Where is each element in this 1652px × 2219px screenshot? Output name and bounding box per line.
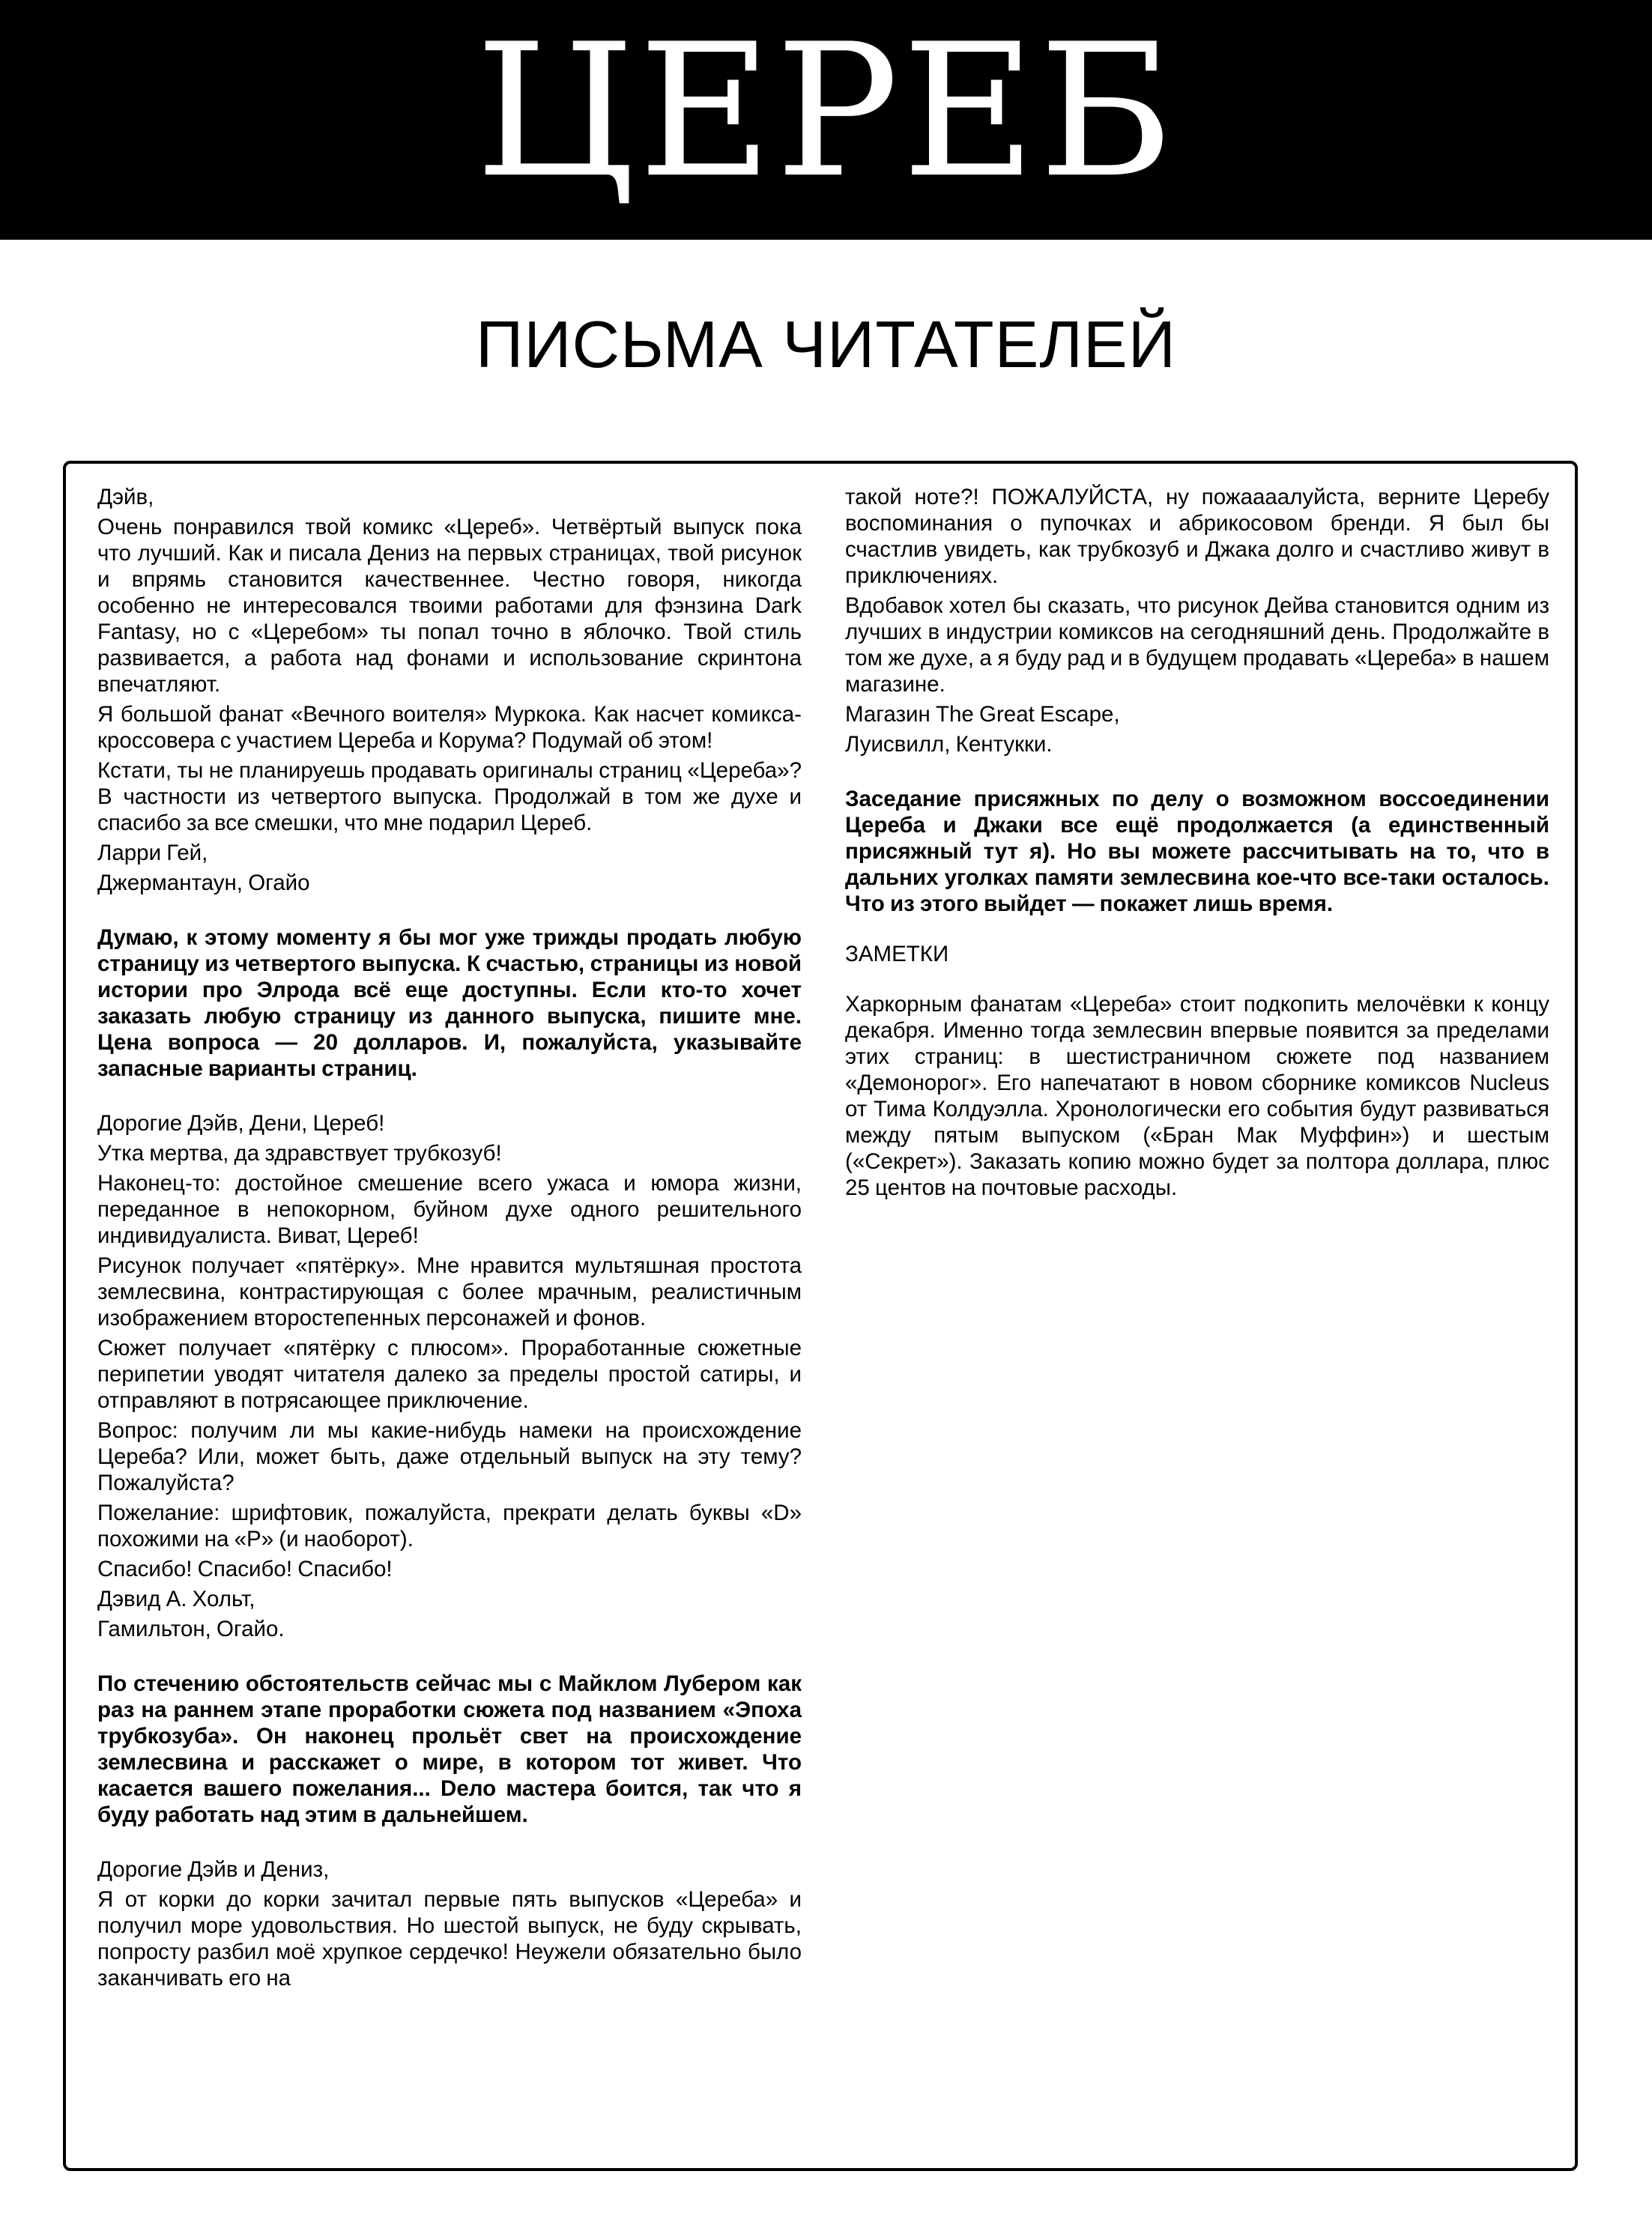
letter-3-paragraph: такой ноте?! ПОЖАЛУЙСТА, ну пожаааалуйста, верните Церебу воспоминания о пупочках и абрикосовом бренди. Я был бы счастлив увидеть, как трубкозуб и Джака долго и счастливо живут в приключениях.: [845, 485, 1549, 588]
letter-3-response: Заседание присяжных по делу о возможном воссоединении Цереба и Джаки все ещё продолжается (а единственный присяжный тут я). Но вы можете рассчитывать на то, что в дальних уголках памяти землесвина кое-что все-таки осталось. Что из этого выйдет — покажет лишь время.: [845, 787, 1549, 916]
letter-1-signature: Ларри Гей,: [97, 841, 208, 865]
letter-2-paragraph: Спасибо! Спасибо! Спасибо!: [97, 1557, 393, 1581]
letter-1-response: Думаю, к этому моменту я бы мог уже трижды продать любую страницу из четвертого выпуска. К счастью, страницы из новой истории про Элрода всё еще доступны. Если кто-то хочет заказать любую страницу из данного выпуска, пишите мне. Цена вопроса — 20 долларов. И, пожалуйста, указывайте запасные варианты страниц.: [97, 925, 802, 1081]
letter-2-paragraph: Рисунок получает «пятёрку». Мне нравится мультяшная простота землесвина, контрастирующая с более мрачным, реалистичным изображением второстепенных персонажей и фонов.: [97, 1253, 802, 1331]
letter-2-location: Гамильтон, Огайо.: [97, 1617, 285, 1641]
notes-text: Харкорным фанатам «Цереба» стоит подкопить мелочёвки к концу декабря. Именно тогда землесвин впервые появится за пределами этих страниц: в шестистраничном сюжете под названием «Демонорог». Его напечатают в новом сборнике комиксов Nucleus от Тима Колдуэлла. Хронологически его события будут развиваться между пятым выпуском («Бран Мак Муффин») и шестым («Секрет»). Заказать копию можно будет за полтора доллара, плюс 25 центов на почтовые расходы.: [845, 992, 1549, 1200]
letter-2-signature: Дэвид А. Хольт,: [97, 1587, 255, 1611]
letter-2-paragraph: Пожелание: шрифтовик, пожалуйста, прекрати делать буквы «D» похожими на «P» (и наоборот).: [97, 1501, 802, 1552]
letter-2-paragraph: Сюжет получает «пятёрку с плюсом». Проработанные сюжетные перипетии уводят читателя далеко за пределы простой сатиры, и отправляют в потрясающее приключение.: [97, 1336, 802, 1413]
letter-1-paragraph: Очень понравился твой комикс «Цереб». Четвёртый выпуск пока что лучший. Как и писала Дениз на первых страницах, твой рисунок и впрямь становится качественнее. Честно говоря, никогда особенно не интересовался твоими работами для фэнзина Dark Fantasy, но с «Церебом» ты попал точно в яблочко. Твой стиль развивается, а работа над фонами и использование скринтона впечатляют.: [97, 515, 802, 697]
letter-1-paragraph: Кстати, ты не планируешь продавать оригиналы страниц «Цереба»? В частности из четвертого выпуска. Продолжай в том же духе и спасибо за все смешки, что мне подарил Цереб.: [97, 758, 802, 835]
letter-2-paragraph: Наконец-то: достойное смешение всего ужаса и юмора жизни, переданное в непокорном, буйном духе одного решительного индивидуалиста. Виват, Цереб!: [97, 1171, 802, 1248]
letter-3-paragraph: Вдобавок хотел бы сказать, что рисунок Дейва становится одним из лучших в индустрии комиксов на сегодняшний день. Продолжайте в том же духе, а я буду рад и в будущем продавать «Цереба» в нашем магазине.: [845, 593, 1549, 697]
masthead-logo: ЦЕРЕБ: [475, 4, 1177, 218]
letter-2-greeting: Дорогие Дэйв, Дени, Цереб!: [97, 1111, 385, 1136]
notes-heading: ЗАМЕТКИ: [845, 942, 949, 966]
letter-2-paragraph: Вопрос: получим ли мы какие-нибудь намеки на происхождение Цереба? Или, может быть, даже отдельный выпуск на эту тему? Пожалуйста?: [97, 1418, 802, 1495]
letter-3-location: Луисвилл, Кентукки.: [845, 732, 1053, 757]
letter-1-location: Джермантаун, Огайо: [97, 871, 310, 895]
left-column: [97, 484, 802, 1995]
letter-1-greeting: Дэйв,: [97, 485, 154, 509]
letter-3-paragraph: Я от корки до корки зачитал первые пять выпусков «Цереба» и получил море удовольствия. Но шестой выпуск, не буду скрывать, попросту разбил моё хрупкое сердечко! Неужели обязательно было заканчивать его на: [97, 1887, 802, 1991]
letter-3-greeting: Дорогие Дэйв и Дениз,: [97, 1857, 330, 1882]
letter-2-response: По стечению обстоятельств сейчас мы с Майклом Лубером как раз на раннем этапе проработки сюжета под названием «Эпоха трубкозуба». Он наконец прольёт свет на происхождение землесвина и расскажет о мире, в котором тот живет. Что касается вашего пожелания... Dело мастера боится, так что я буду работать над этим в дальнейшем.: [97, 1671, 802, 1827]
letter-3-signature: Магазин The Great Escape,: [845, 702, 1120, 727]
page-title: ПИСЬМА ЧИТАТЕЛЕЙ: [475, 307, 1176, 381]
masthead: [0, 0, 1652, 240]
letter-2-paragraph: Утка мертва, да здравствует трубкозуб!: [97, 1141, 502, 1166]
right-column: [845, 484, 1549, 1205]
letter-1-paragraph: Я большой фанат «Вечного воителя» Муркока. Как насчет комикса-кроссовера с участием Цереба и Корума? Подумай об этом!: [97, 702, 802, 753]
